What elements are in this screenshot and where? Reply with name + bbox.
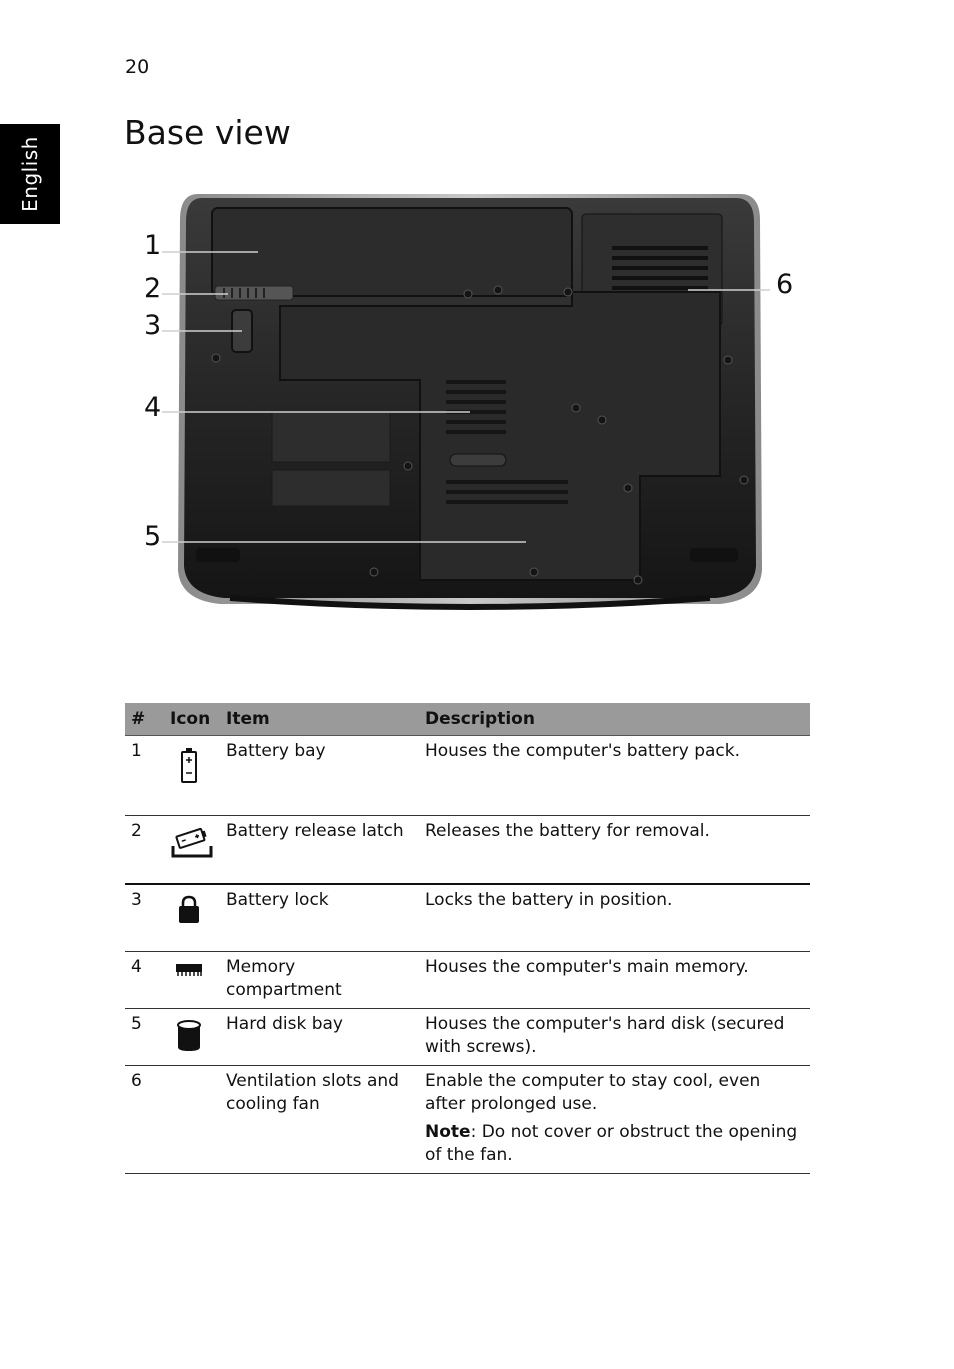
language-tab: [0, 124, 60, 224]
row-item: Memory compartment: [220, 952, 419, 1009]
row-icon-empty: [164, 1066, 220, 1174]
callout-6: 6: [776, 269, 794, 300]
row-num: 6: [125, 1066, 164, 1174]
header-item: Item: [220, 703, 419, 736]
row-item: Hard disk bay: [220, 1009, 419, 1066]
row-num: 5: [125, 1009, 164, 1066]
row-num: 2: [125, 816, 164, 884]
row-item: Battery lock: [220, 884, 419, 952]
battery-release-icon: [170, 826, 214, 860]
table-header-row: [125, 703, 810, 736]
row-description: Houses the computer's main memory.: [419, 952, 810, 1009]
callout-2: 2: [144, 273, 162, 304]
table-row: [125, 884, 810, 952]
table-row: [125, 1066, 810, 1174]
table-row: [125, 816, 810, 884]
section-title: Base view: [124, 113, 291, 152]
header-description: Description: [419, 703, 810, 736]
row-note: [425, 1121, 804, 1167]
note-text: : Do not cover or obstruct the opening of the fan.: [425, 1122, 798, 1165]
table-row: [125, 736, 810, 816]
language-tab-label: English: [18, 136, 42, 212]
table-row: [125, 952, 810, 1009]
row-description-cell: [419, 1066, 810, 1174]
laptop-base-illustration: [120, 180, 820, 620]
row-num: 3: [125, 884, 164, 952]
row-description: Releases the battery for removal.: [419, 816, 810, 884]
callout-5: 5: [144, 521, 162, 552]
row-item: Battery release latch: [220, 816, 419, 884]
hard-disk-icon: [170, 1019, 210, 1053]
row-num: 4: [125, 952, 164, 1009]
callout-3: 3: [144, 310, 162, 341]
row-num: 1: [125, 736, 164, 816]
memory-icon: [170, 962, 210, 978]
lock-icon: [170, 895, 210, 925]
row-description: Enable the computer to stay cool, even after prolonged use.: [425, 1071, 761, 1114]
callout-1: 1: [144, 230, 162, 261]
callout-4: 4: [144, 392, 162, 423]
page-number: 20: [125, 56, 150, 78]
battery-icon: [170, 746, 210, 788]
header-icon: Icon: [164, 703, 220, 736]
row-description: Houses the computer's battery pack.: [419, 736, 810, 816]
row-description: Locks the battery in position.: [419, 884, 810, 952]
row-item: Battery bay: [220, 736, 419, 816]
table-row: [125, 1009, 810, 1066]
header-num: #: [125, 703, 164, 736]
parts-table: [125, 703, 810, 1174]
row-description: Houses the computer's hard disk (secured with screws).: [419, 1009, 810, 1066]
laptop-base-figure: [120, 180, 820, 620]
note-label: Note: [425, 1122, 471, 1142]
row-item: Ventilation slots and cooling fan: [220, 1066, 419, 1174]
